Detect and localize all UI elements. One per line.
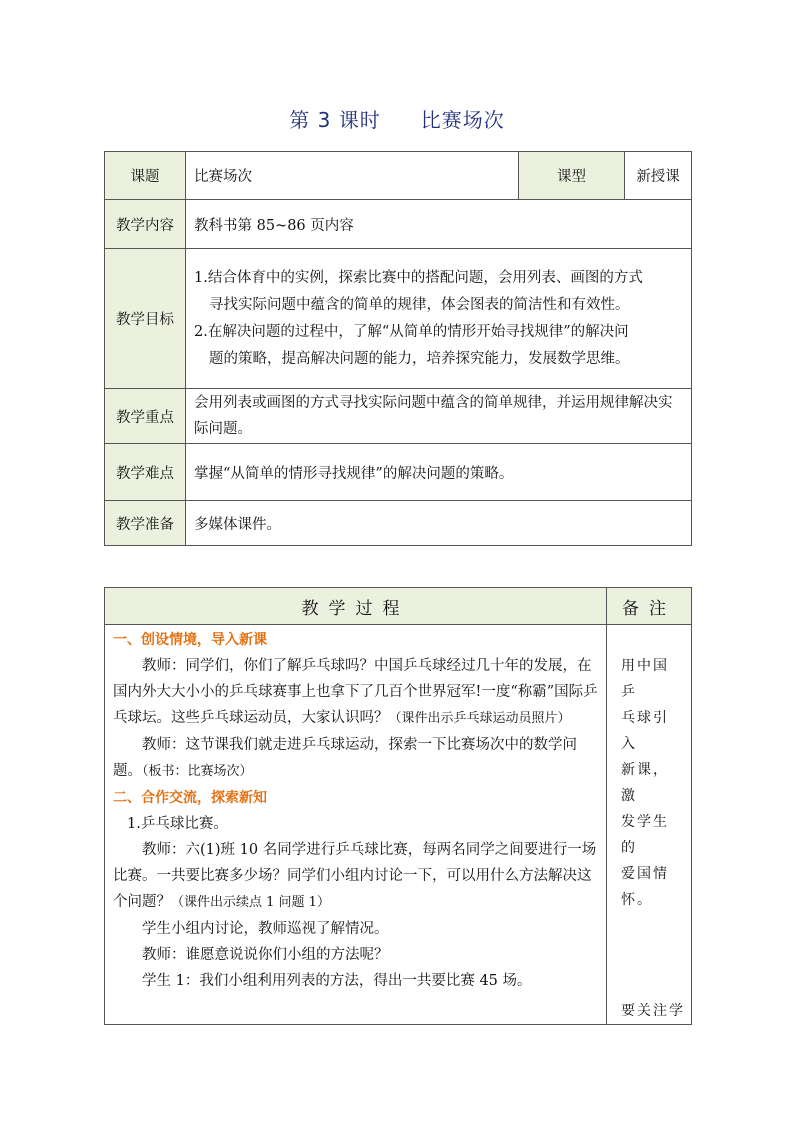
- goals-label: 教学目标: [105, 249, 186, 389]
- goals-row: [105, 249, 692, 389]
- paragraph-note: （板书：比赛场次）: [142, 764, 253, 779]
- difficulty-row: [105, 444, 692, 501]
- section-title: 一、创设情境，导入新课: [113, 632, 267, 648]
- type-label: 课型: [519, 152, 625, 200]
- type-value: 新授课: [625, 152, 692, 200]
- lesson-topic: 比赛场次: [420, 108, 505, 132]
- prep-row: [105, 501, 692, 546]
- process-content: [105, 625, 607, 1025]
- content-row: [105, 200, 692, 249]
- notes-header: 备注: [607, 588, 692, 625]
- process-header: 教学过程: [105, 588, 607, 625]
- paragraph-note: （课件出示乒乓球运动员照片）: [388, 711, 571, 726]
- process-body-row: [105, 625, 692, 1025]
- lesson-info-table: [104, 151, 692, 546]
- goals-value: [186, 249, 692, 389]
- notes-content: [607, 625, 692, 1025]
- page-title: [0, 104, 794, 133]
- topic-row: [105, 152, 692, 200]
- goal-line: 题的策略，提高解决问题的能力，培养探究能力，发展数学思维。: [209, 350, 630, 367]
- lesson-number: 第 3 课时: [289, 108, 381, 132]
- key-row: [105, 389, 692, 444]
- paragraph-note: （课件出示续点 1 问题 1）: [171, 895, 330, 910]
- paragraph-text: 教师：这节课我们就走进乒乓球运动，探索一下比赛场次中的数学问题。: [113, 737, 577, 779]
- topic-label: 课题: [105, 152, 186, 200]
- difficulty-value: 掌握“从简单的情形寻找规律”的解决问题的策略。: [186, 444, 692, 501]
- prep-value: 多媒体课件。: [186, 501, 692, 546]
- content-label: 教学内容: [105, 200, 186, 249]
- paragraph: [113, 653, 598, 732]
- paragraph: 学生小组内讨论，教师巡视了解情况。: [142, 921, 389, 937]
- paragraph-text: 教师：同学们，你们了解乒乓球吗？中国乒乓球经过几十年的发展，在国内外大大小小的乒乓球赛事上也拿下了几百个世界冠军!一度“称霸”国际乒乓球坛。这些乒乓球运动员，大家认识吗？: [113, 658, 598, 726]
- content-value: 教科书第 85~86 页内容: [186, 200, 692, 249]
- key-value: 会用列表或画图的方式寻找实际问题中蕴含的简单规律，并运用规律解决实际问题。: [186, 389, 692, 444]
- goal-line: 1.结合体育中的实例，探索比赛中的搭配问题，会用列表、画图的方式: [194, 269, 643, 286]
- goal-line: 2.在解决问题的过程中，了解“从简单的情形开始寻找规律”的解决问: [194, 323, 629, 340]
- subheading: 1.乒乓球比赛。: [127, 816, 228, 832]
- note-line: 用中国乒: [621, 658, 669, 700]
- paragraph: [113, 837, 598, 916]
- paragraph: 教师：谁愿意说说你们小组的方法呢？: [142, 947, 389, 963]
- process-header-row: [105, 588, 692, 625]
- teaching-process-table: [104, 587, 692, 1025]
- topic-value: 比赛场次: [186, 152, 519, 200]
- key-label: 教学重点: [105, 389, 186, 444]
- difficulty-label: 教学难点: [105, 444, 186, 501]
- note-tail: 要关注学: [621, 1003, 685, 1019]
- prep-label: 教学准备: [105, 501, 186, 546]
- paragraph: 学生 1：我们小组利用列表的方法，得出一共要比赛 45 场。: [142, 973, 532, 989]
- paragraph: [113, 732, 598, 785]
- note-line: 爱国情怀。: [621, 866, 669, 908]
- section-title: 二、合作交流，探索新知: [113, 790, 267, 806]
- paragraph-text: 教师：六(1)班 10 名同学进行乒乓球比赛，每两名同学之间要进行一场比赛。一共要比赛多少场？同学们小组内讨论一下，可以用什么方法解决这个问题？: [113, 842, 597, 910]
- goal-line: 寻找实际问题中蕴含的简单的规律，体会图表的简洁性和有效性。: [209, 296, 630, 313]
- note-line: 新课，激: [621, 762, 669, 804]
- note-line: 发学生的: [621, 814, 669, 856]
- note-line: 乓球引入: [621, 710, 669, 752]
